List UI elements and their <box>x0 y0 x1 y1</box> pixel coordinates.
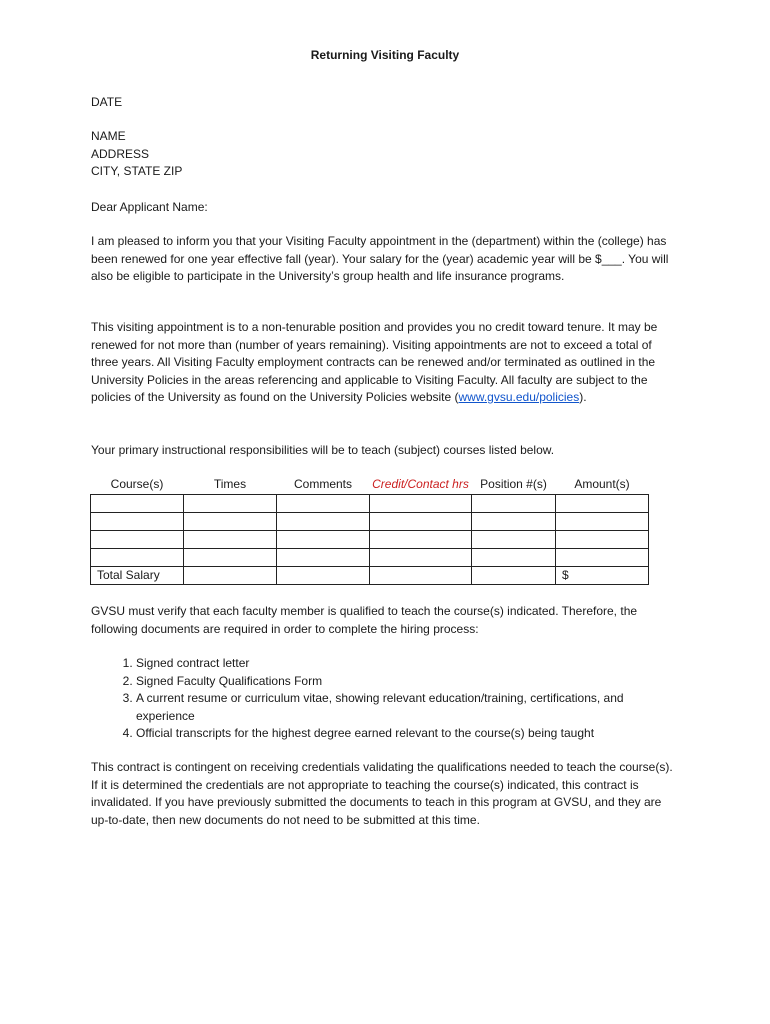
table-cell[interactable] <box>277 494 370 512</box>
paragraph-contingency: This contract is contingent on receiving credentials validating the qualifications needed to teach the course(s). If it is determined the credentials are not appropriate to teaching the course(s) indicated, this contract is invalidated. If you have previously submitted the documents to teach in this program at GVSU, and they are up-to-date, then new documents do not need to be submitted at this time. <box>91 760 673 827</box>
table-cell[interactable] <box>370 566 472 585</box>
address-name: NAME <box>91 129 126 143</box>
paragraph-appointment-end: ). <box>579 390 587 404</box>
table-cell[interactable] <box>370 530 472 548</box>
table-cell[interactable] <box>184 512 277 530</box>
paragraph-renewal: I am pleased to inform you that your Visiting Faculty appointment in the (department) within the (college) has been renewed for one year effective fall (year). Your salary for the (year) academic year will be $___. You will also be eligible to participate in the University’s group health and life insurance programs. <box>91 234 669 283</box>
table-cell[interactable] <box>556 530 649 548</box>
list-item: 3. A current resume or curriculum vitae, showing relevant education/training, certifications, and experience <box>136 690 681 725</box>
table-cell[interactable] <box>472 494 556 512</box>
table-cell[interactable] <box>91 548 184 566</box>
column-header-comments: Comments <box>293 477 352 491</box>
table-cell[interactable] <box>91 530 184 548</box>
address-city-state-zip: CITY, STATE ZIP <box>91 164 183 178</box>
table-cell[interactable] <box>277 530 370 548</box>
table-row <box>91 530 649 548</box>
table-cell[interactable] <box>556 548 649 566</box>
column-header-credit-contact-hrs: Credit/Contact hrs <box>372 477 469 491</box>
paragraph-verification: GVSU must verify that each faculty member is qualified to teach the course(s) indicated. Therefore, the following documents are required in order to complete the hiring process: <box>91 604 638 636</box>
address-street: ADDRESS <box>91 146 150 161</box>
list-item: 2. Signed Faculty Qualifications Form <box>136 673 681 691</box>
list-item: 1. Signed contract letter <box>136 655 681 673</box>
table-cell[interactable] <box>184 494 277 512</box>
table-row <box>91 548 649 566</box>
table-row <box>91 512 649 530</box>
total-salary-row <box>91 566 649 585</box>
table-cell[interactable] <box>472 530 556 548</box>
address-block <box>91 128 681 181</box>
total-salary-amount[interactable]: $ <box>556 566 649 585</box>
total-salary-label: Total Salary <box>91 566 184 585</box>
table-header-row <box>91 476 649 494</box>
salutation: Dear Applicant Name: <box>91 200 208 214</box>
list-item: 4. Official transcripts for the highest degree earned relevant to the course(s) being taught <box>136 725 681 743</box>
table-cell[interactable] <box>91 512 184 530</box>
column-header-position: Position #(s) <box>480 477 547 491</box>
table-cell[interactable] <box>472 548 556 566</box>
table-cell[interactable] <box>277 566 370 585</box>
table-cell[interactable] <box>184 566 277 585</box>
column-header-amounts: Amount(s) <box>574 477 630 491</box>
table-cell[interactable] <box>556 512 649 530</box>
table-cell[interactable] <box>370 548 472 566</box>
table-cell[interactable] <box>556 494 649 512</box>
column-header-courses: Course(s) <box>110 477 164 491</box>
table-cell[interactable] <box>472 512 556 530</box>
table-cell[interactable] <box>91 494 184 512</box>
paragraph-appointment-terms <box>91 319 681 407</box>
courses-table <box>90 476 649 585</box>
table-cell[interactable] <box>184 530 277 548</box>
column-header-times: Times <box>213 477 247 491</box>
policies-link[interactable]: www.gvsu.edu/policies <box>458 390 580 404</box>
table-cell[interactable] <box>277 548 370 566</box>
table-cell[interactable] <box>277 512 370 530</box>
document-title: Returning Visiting Faculty <box>310 48 460 62</box>
date-line: DATE <box>91 95 123 109</box>
required-documents-list <box>91 655 681 743</box>
paragraph-responsibilities: Your primary instructional responsibilities will be to teach (subject) courses listed below. <box>91 443 555 457</box>
table-cell[interactable] <box>472 566 556 585</box>
table-cell[interactable] <box>184 548 277 566</box>
table-cell[interactable] <box>370 512 472 530</box>
paragraph-appointment-text: This visiting appointment is to a non-tenurable position and provides you no credit toward tenure. It may be renewed for not more than (number of years remaining). Visiting appointments are not to exceed a total of three years. All Visiting Faculty employment contracts can be renewed and/or terminated as outlined in the University Policies in the areas referencing and applicable to Visiting Faculty. All faculty are subject to the policies of the University as found on the University Policies website ( <box>91 320 658 404</box>
table-row <box>91 494 649 512</box>
table-cell[interactable] <box>370 494 472 512</box>
